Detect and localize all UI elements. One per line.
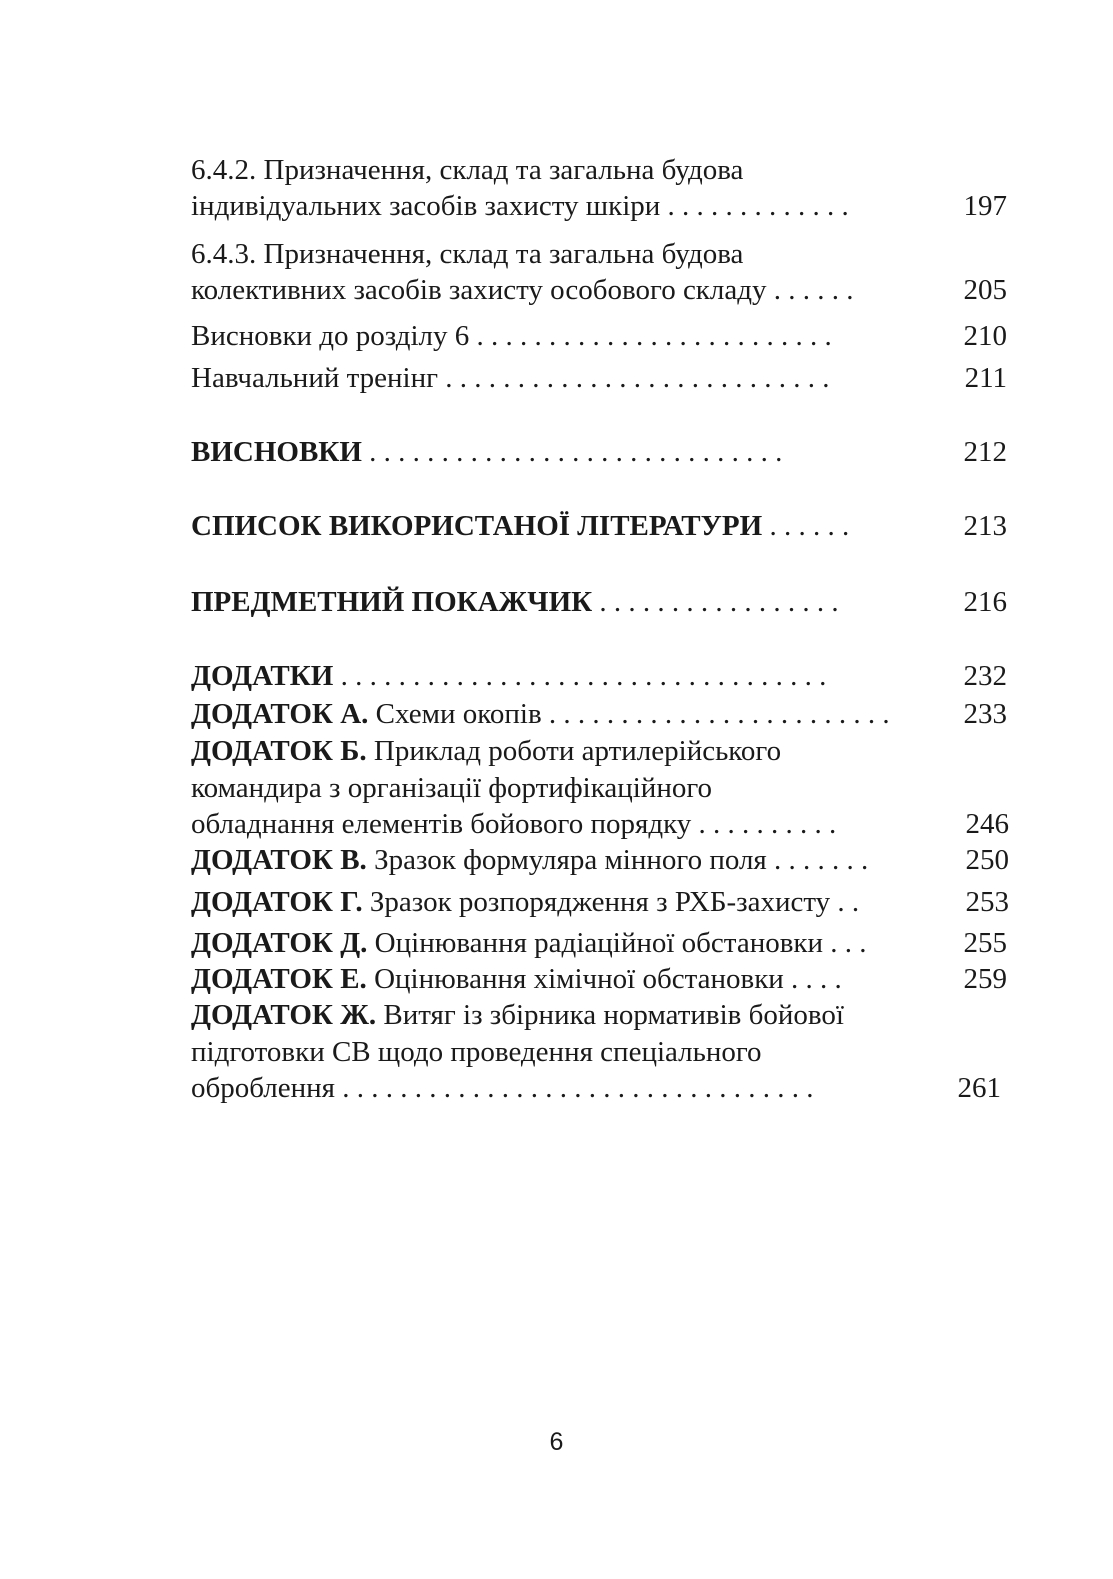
toc-entry-bold: ДОДАТКИ xyxy=(191,660,334,692)
toc-entry-text: 6.4.3. Призначення, склад та загальна будова xyxy=(191,238,744,270)
toc-entry-text: підготовки СВ щодо проведення спеціального xyxy=(191,1036,762,1068)
toc-entry-rest: . . . . . . . . . . . . . . . . . . . . . . . . . . . . . . . . . . xyxy=(333,660,827,692)
toc-entry-text xyxy=(191,434,782,470)
toc-entry-text: індивідуальних засобів захисту шкіри . . . . . . . . . . . . . xyxy=(191,190,849,222)
toc-page-number: 197 xyxy=(963,190,1007,222)
toc-page-number: 212 xyxy=(963,436,1007,468)
toc-entry-text xyxy=(191,961,842,997)
toc-entry-rest: Витяг із збірника нормативів бойової xyxy=(376,999,844,1031)
toc-entry-text: Навчальний тренінг . . . . . . . . . . . . . . . . . . . . . . . . . . . xyxy=(191,362,830,394)
toc-entry-text xyxy=(191,842,868,878)
toc-entry-bold: ДОДАТОК В. xyxy=(191,844,367,876)
toc-entry-rest: Приклад роботи артилерійського xyxy=(366,735,782,767)
toc-entry-text: Висновки до розділу 6 . . . . . . . . . . . . . . . . . . . . . . . . . xyxy=(191,320,832,352)
toc-entry-text xyxy=(191,997,844,1033)
toc-entry-text xyxy=(191,508,849,544)
toc-entry-text xyxy=(191,884,859,920)
toc-entry-text xyxy=(191,584,839,620)
page-footer-number: 6 xyxy=(549,1428,564,1456)
toc-entry-text: 6.4.2. Призначення, склад та загальна будова xyxy=(191,154,744,186)
toc-page-number: 232 xyxy=(963,660,1007,692)
toc-page-number: 255 xyxy=(963,927,1007,959)
toc-entry-rest: Схеми окопів . . . . . . . . . . . . . . . . . . . . . . . . xyxy=(368,698,890,730)
toc-page-number: 216 xyxy=(963,586,1007,618)
toc-entry-rest: Оцінювання радіаційної обстановки . . . xyxy=(367,927,867,959)
toc-entry-text xyxy=(191,696,890,732)
toc-entry-bold: ДОДАТОК Е. xyxy=(191,963,367,995)
toc-entry-text xyxy=(191,658,826,694)
toc-entry-rest: . . . . . . xyxy=(762,510,850,542)
toc-entry-bold: ДОДАТОК Г. xyxy=(191,886,363,918)
toc-entry-bold: ВИСНОВКИ xyxy=(191,436,362,468)
toc-entry-text: колективних засобів захисту особового складу . . . . . . xyxy=(191,274,854,306)
toc-entry-text xyxy=(191,925,867,961)
toc-page-number: 213 xyxy=(963,510,1007,542)
toc-page-number: 253 xyxy=(965,886,1009,918)
toc-entry-bold: ДОДАТОК Ж. xyxy=(191,999,377,1031)
toc-page-number: 205 xyxy=(963,274,1007,306)
toc-page-number: 246 xyxy=(965,808,1009,840)
toc-page-number: 259 xyxy=(963,963,1007,995)
toc-entry-rest: Оцінювання хімічної обстановки . . . . xyxy=(366,963,842,995)
toc-page-number: 233 xyxy=(963,698,1007,730)
toc-entry-text xyxy=(191,733,781,769)
toc-entry-bold: ДОДАТОК А. xyxy=(191,698,369,730)
toc-entry-rest: Зразок розпорядження з РХБ-захисту . . xyxy=(362,886,860,918)
toc-entry-bold: ПРЕДМЕТНИЙ ПОКАЖЧИК xyxy=(191,586,593,618)
toc-page-number: 210 xyxy=(963,320,1007,352)
toc-entry-text: обладнання елементів бойового порядку . . . . . . . . . . xyxy=(191,808,837,840)
toc-entry-text: командира з організації фортифікаційного xyxy=(191,772,713,804)
toc-entry-rest: . . . . . . . . . . . . . . . . . xyxy=(592,586,839,618)
toc-entry-bold: СПИСОК ВИКОРИСТАНОЇ ЛІТЕРАТУРИ xyxy=(191,510,763,542)
toc-entry-rest: Зразок формуляра мінного поля . . . . . . . xyxy=(366,844,869,876)
toc-page-number: 250 xyxy=(965,844,1009,876)
toc-entry-bold: ДОДАТОК Д. xyxy=(191,927,368,959)
toc-page-number: 211 xyxy=(964,362,1007,394)
toc-page-number: 261 xyxy=(957,1072,1001,1104)
toc-entry-bold: ДОДАТОК Б. xyxy=(191,735,367,767)
toc-entry-text: оброблення . . . . . . . . . . . . . . . . . . . . . . . . . . . . . . . . . xyxy=(191,1072,814,1104)
toc-entry-rest: . . . . . . . . . . . . . . . . . . . . . . . . . . . . . xyxy=(361,436,783,468)
